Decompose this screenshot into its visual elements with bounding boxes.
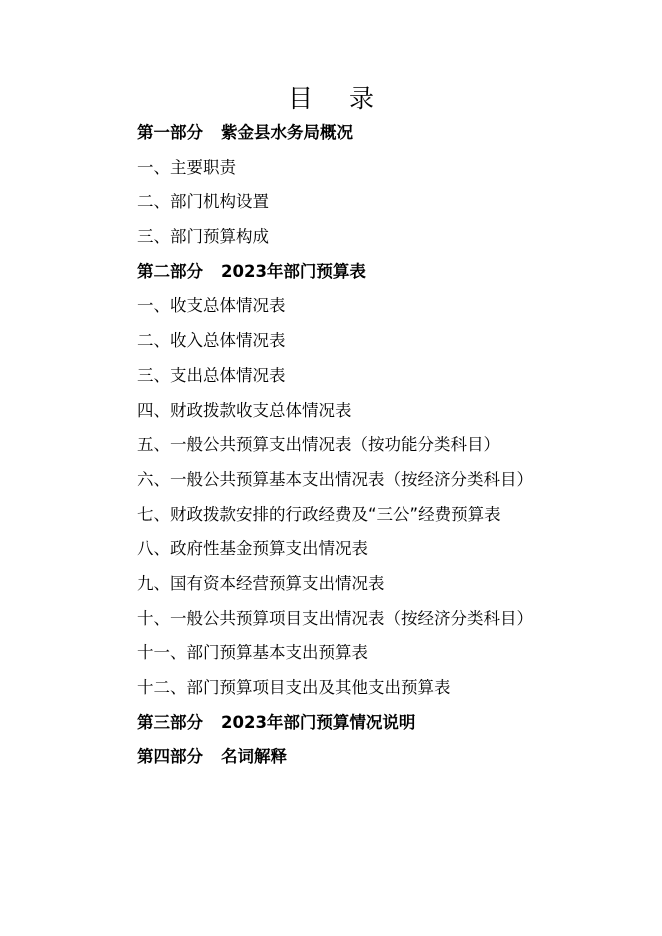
toc-part-heading: [137, 709, 597, 744]
toc-part-heading: [137, 258, 597, 293]
toc-entry: 十二、部门预算项目支出及其他支出预算表: [137, 678, 451, 697]
toc-entry: 一、收支总体情况表: [137, 296, 286, 316]
toc-part-label: 第一部分: [137, 123, 203, 142]
toc-entry: 一、主要职责: [137, 157, 236, 177]
toc-list: [137, 119, 597, 778]
toc-entry: 二、部门机构设置: [137, 192, 269, 212]
toc-part-label: 第二部分: [137, 261, 203, 281]
toc-entry: 六、一般公共预算基本支出情况表（按经济分类科目）: [137, 469, 533, 489]
toc-part-label: 第四部分: [137, 747, 203, 767]
toc-entry: 二、收入总体情况表: [137, 331, 286, 351]
toc-entry: 十、一般公共预算项目支出情况表（按经济分类科目）: [137, 608, 533, 628]
toc-entry: 九、国有资本经营预算支出情况表: [137, 573, 385, 593]
toc-entry: 五、一般公共预算支出情况表（按功能分类科目）: [137, 435, 500, 455]
toc-entry: 三、部门预算构成: [137, 227, 269, 247]
toc-part-title: 紫金县水务局概况: [221, 123, 353, 142]
toc-entry: 八、政府性基金预算支出情况表: [137, 539, 368, 559]
toc-entry: 十一、部门预算基本支出预算表: [137, 643, 368, 663]
toc-part-heading: [137, 743, 597, 778]
toc-part-title: 名词解释: [221, 747, 287, 767]
toc-title: 目 录: [288, 84, 388, 113]
toc-part-title: 2023年部门预算情况说明: [221, 712, 416, 732]
toc-entry: 七、财政拨款安排的行政经费及“三公”经费预算表: [137, 504, 501, 524]
toc-part-title: 2023年部门预算表: [221, 261, 366, 281]
toc-entry: 四、财政拨款收支总体情况表: [137, 400, 352, 420]
toc-part-heading: [137, 119, 597, 154]
toc-entry: 三、支出总体情况表: [137, 365, 286, 385]
toc-part-label: 第三部分: [137, 712, 203, 732]
